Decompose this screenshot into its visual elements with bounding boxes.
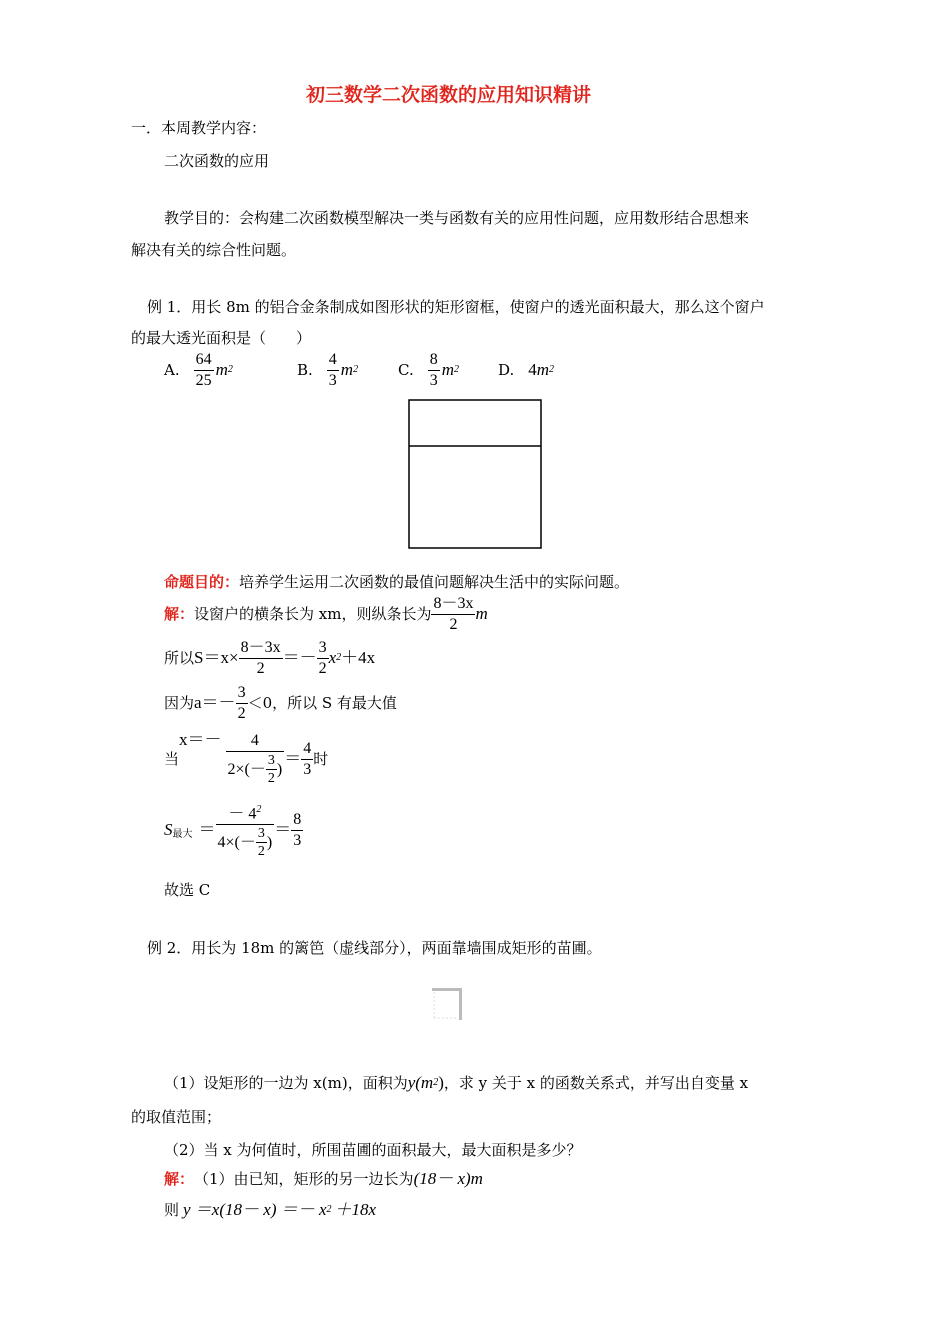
example2-q2: （2）当 x 为何值时，所围苗圃的面积最大，最大面积是多少？ <box>164 1141 582 1159</box>
option-b-den: 3 <box>328 371 337 389</box>
option-c-label: C. <box>398 361 414 379</box>
so-fraction-num: 8－3x <box>240 638 281 656</box>
window-outer-frame <box>409 400 541 548</box>
option-a <box>164 348 233 392</box>
smax-eq2: ＝ <box>274 820 292 839</box>
when-den-fraction <box>266 753 277 786</box>
section-heading: 一．本周教学内容： <box>131 119 267 137</box>
example2-solution-line1 <box>164 1169 483 1189</box>
when-den-num: 3 <box>267 753 275 768</box>
option-b-fraction <box>327 351 339 390</box>
solution-smax <box>164 797 303 863</box>
example2-solution-expr: (18－ x)m <box>413 1169 483 1188</box>
example1-line1: 例 1．用长 8m 的铝合金条制成如图形状的矩形窗框，使窗户的透光面积最大，那么这个窗户 <box>147 298 765 316</box>
option-c-num: 8 <box>429 350 438 368</box>
example1-answer: 故选 C <box>164 881 211 899</box>
when-result-den: 3 <box>303 760 312 778</box>
so-fraction-den: 2 <box>256 659 265 677</box>
smax-eq: ＝ <box>198 820 216 839</box>
solution-because <box>164 681 397 725</box>
because-prefix: 因为 <box>164 694 195 712</box>
option-b-label: B. <box>297 361 313 379</box>
so-tail: ＋4x <box>341 648 376 667</box>
when-eq: ＝ <box>284 749 302 768</box>
because-tail: ＜0，所以 S 有最大值 <box>247 694 397 712</box>
q1-y: y(m <box>407 1073 434 1092</box>
fence-wall-top <box>432 988 462 991</box>
purpose-label: 命题目的： <box>164 573 240 591</box>
example2-q1-line1 <box>164 1073 748 1093</box>
example1-line2: 的最大透光面积是（ ） <box>131 329 312 347</box>
option-d <box>498 348 554 392</box>
option-c <box>398 348 459 392</box>
smax-result-num: 8 <box>293 810 302 828</box>
fraction-8-3x <box>431 595 475 634</box>
option-d-exp: 2 <box>549 364 555 375</box>
smax-den-den: 2 <box>257 844 265 860</box>
fraction-den: 2 <box>449 615 458 633</box>
option-b-unit: m <box>340 360 354 379</box>
so-fraction-3-2 <box>317 639 329 678</box>
option-d-unit: m <box>536 360 550 379</box>
option-a-unit: m <box>215 360 228 379</box>
proposition-purpose <box>164 572 629 592</box>
smax-den-pre: 4×(－ <box>217 833 256 851</box>
unit-m: m <box>475 604 488 623</box>
smax-num <box>226 801 263 824</box>
when-result <box>301 740 313 779</box>
smax-result-den: 3 <box>293 831 302 849</box>
example2-solution-prefix: 则 <box>164 1201 180 1219</box>
fence-figure <box>430 986 466 1024</box>
option-a-exp: 2 <box>227 364 233 375</box>
q1-y-close: ) <box>438 1073 444 1092</box>
so-fraction-3: 3 <box>318 638 327 656</box>
fence-wall-right <box>459 988 462 1020</box>
when-prefix: 当 <box>164 750 180 768</box>
option-c-exp: 2 <box>454 364 459 375</box>
solution-when <box>164 728 328 790</box>
example2-solution-text: （1）由已知，矩形的另一边长为 <box>194 1170 414 1188</box>
example2-solution-expr-a: y ＝x(18－ x) ＝－ x <box>183 1200 327 1219</box>
solution-text: 设窗户的横条长为 xm，则纵条长为 <box>194 605 432 623</box>
option-b-exp: 2 <box>353 364 359 375</box>
smax-num-exp: 2 <box>256 803 262 815</box>
option-a-label: A. <box>164 361 180 379</box>
so-fraction-2: 2 <box>318 659 327 677</box>
option-c-unit: m <box>441 360 454 379</box>
fraction-num: 8－3x <box>433 594 474 612</box>
when-fraction <box>226 732 285 786</box>
option-d-label: D. <box>498 361 515 379</box>
when-result-num: 4 <box>303 739 312 757</box>
smax-den-fraction <box>256 826 267 859</box>
section-topic: 二次函数的应用 <box>164 152 270 170</box>
so-fraction <box>239 639 283 678</box>
option-b-num: 4 <box>328 350 337 368</box>
purpose-text: 培养学生运用二次函数的最值问题解决生活中的实际问题。 <box>239 573 630 591</box>
so-expr-left: S＝x× <box>194 648 239 667</box>
smax-den-post: ) <box>266 833 273 851</box>
when-den-den: 2 <box>267 771 275 786</box>
example2-solution-label: 解： <box>164 1170 195 1188</box>
smax-num-base: － 4 <box>228 805 257 823</box>
because-a: a＝－ <box>194 693 236 712</box>
solution-line1 <box>164 592 488 636</box>
so-x-exp: 2 <box>336 652 342 663</box>
because-fraction <box>236 684 248 723</box>
solution-area-expression <box>164 636 375 680</box>
smax-s: S <box>164 820 173 839</box>
when-den-pre: 2×(－ <box>227 760 266 778</box>
so-expr-mid: ＝－ <box>282 648 317 667</box>
when-num: 4 <box>250 732 259 749</box>
q1-y-exp: 2 <box>433 1077 439 1088</box>
option-a-fraction <box>194 351 214 390</box>
page-title: 初三数学二次函数的应用知识精讲 <box>306 84 592 106</box>
when-tail: 时 <box>313 750 329 768</box>
solution-label: 解： <box>164 605 195 623</box>
because-num: 3 <box>237 683 246 701</box>
smax-sub: 最大 <box>172 829 193 840</box>
option-a-den: 25 <box>195 371 212 389</box>
example2-q1-line2: 的取值范围； <box>131 1108 222 1126</box>
so-prefix: 所以 <box>164 649 195 667</box>
option-a-num: 64 <box>195 350 212 368</box>
option-c-den: 3 <box>429 371 438 389</box>
because-den: 2 <box>237 704 246 722</box>
smax-result <box>291 811 303 850</box>
option-c-fraction <box>428 351 440 390</box>
so-x: x <box>328 648 337 667</box>
example2-solution-exp: 2 <box>326 1204 332 1215</box>
when-den-post: ) <box>276 760 283 778</box>
when-x: x＝－ <box>179 730 222 749</box>
smax-den <box>216 825 275 859</box>
when-den <box>226 752 285 786</box>
option-b <box>297 348 358 392</box>
example2-solution-expr-b: ＋18x <box>334 1200 377 1219</box>
smax-fraction <box>216 801 275 859</box>
option-d-value: 4 <box>528 360 537 379</box>
teaching-goal-line1: 教学目的：会构建二次函数模型解决一类与函数有关的应用性问题，应用数形结合思想来 <box>164 209 750 227</box>
example2-solution-line2 <box>164 1200 376 1220</box>
teaching-goal-line2: 解决有关的综合性问题。 <box>131 241 297 259</box>
window-frame-figure <box>408 399 544 551</box>
q1-text-b: ，求 y 关于 x 的函数关系式，并写出自变量 x <box>443 1074 749 1092</box>
smax-den-num: 3 <box>257 826 265 842</box>
example2-line1: 例 2．用长为 18m 的篱笆（虚线部分），两面靠墙围成矩形的苗圃。 <box>147 939 602 957</box>
q1-text-a: （1）设矩形的一边为 x(m)，面积为 <box>164 1074 408 1092</box>
